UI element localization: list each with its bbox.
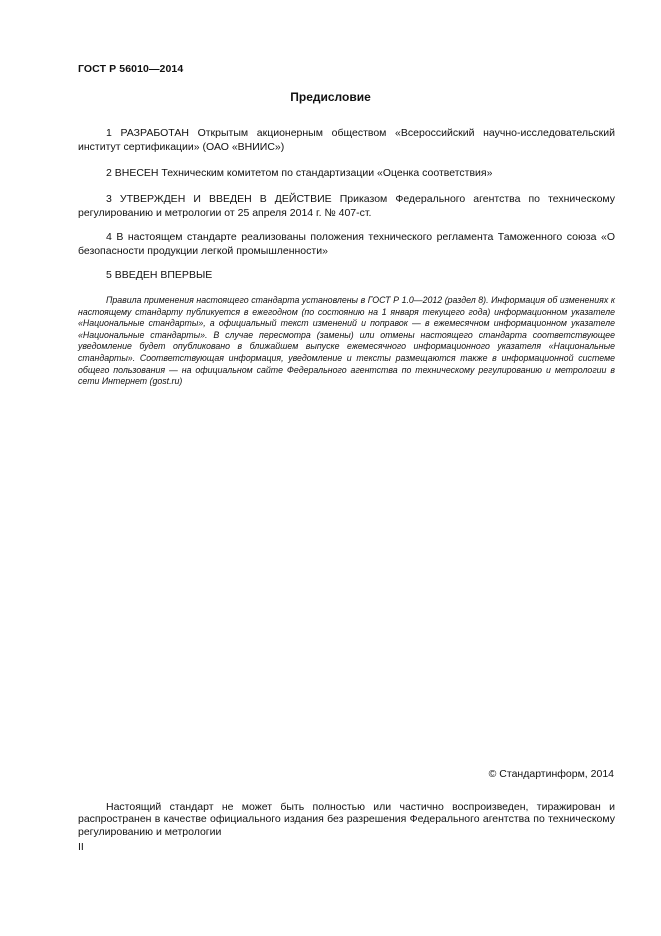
foreword-item-3: 3 УТВЕРЖДЕН И ВВЕДЕН В ДЕЙСТВИЕ Приказом Федерального агентства по техническому регулированию и метрологии от 25 апреля 2014 г. № 407-ст.	[78, 193, 615, 219]
document-code: ГОСТ Р 56010—2014	[78, 63, 184, 75]
foreword-item-4: 4 В настоящем стандарте реализованы положения технического регламента Таможенного союза «О безопасности продукции легкой промышленности»	[78, 231, 615, 257]
foreword-item-1: 1 РАЗРАБОТАН Открытым акционерным обществом «Всероссийский научно-исследовательский институт сертификации» (ОАО «ВНИИС»)	[78, 127, 615, 153]
foreword-item-2: 2 ВНЕСЕН Техническим комитетом по стандартизации «Оценка соответствия»	[106, 167, 493, 179]
application-rules-note: Правила применения настоящего стандарта установлены в ГОСТ Р 1.0—2012 (раздел 8). Информация об изменениях к настоящему стандарту публикуется в ежегодном (по состоянию на 1 января текущего года) информационном указателе «Национальные стандарты», а официальный текст изменений и поправок — в ежемесячном информационном указателе «Национальные стандарты». В случае пересмотра (замены) или отмены настоящего стандарта соответствующее уведомление будет опубликовано в ближайшем выпуске ежемесячного информационного указателя «Национальные стандарты». Соответствующая информация, уведомление и тексты размещаются также в информационной системе общего пользования — на официальном сайте Федерального агентства по техническому регулированию и метрологии в сети Интернет (gost.ru)	[78, 295, 615, 387]
copyright: © Стандартинформ, 2014	[488, 768, 614, 780]
page-title: Предисловие	[290, 90, 371, 104]
page-number: II	[78, 841, 84, 853]
legal-notice: Настоящий стандарт не может быть полностью или частично воспроизведен, тиражирован и распространен в качестве официального издания без разрешения Федерального агентства по техническому регулированию и метрологии	[78, 801, 615, 838]
foreword-item-5: 5 ВВЕДЕН ВПЕРВЫЕ	[106, 269, 213, 281]
